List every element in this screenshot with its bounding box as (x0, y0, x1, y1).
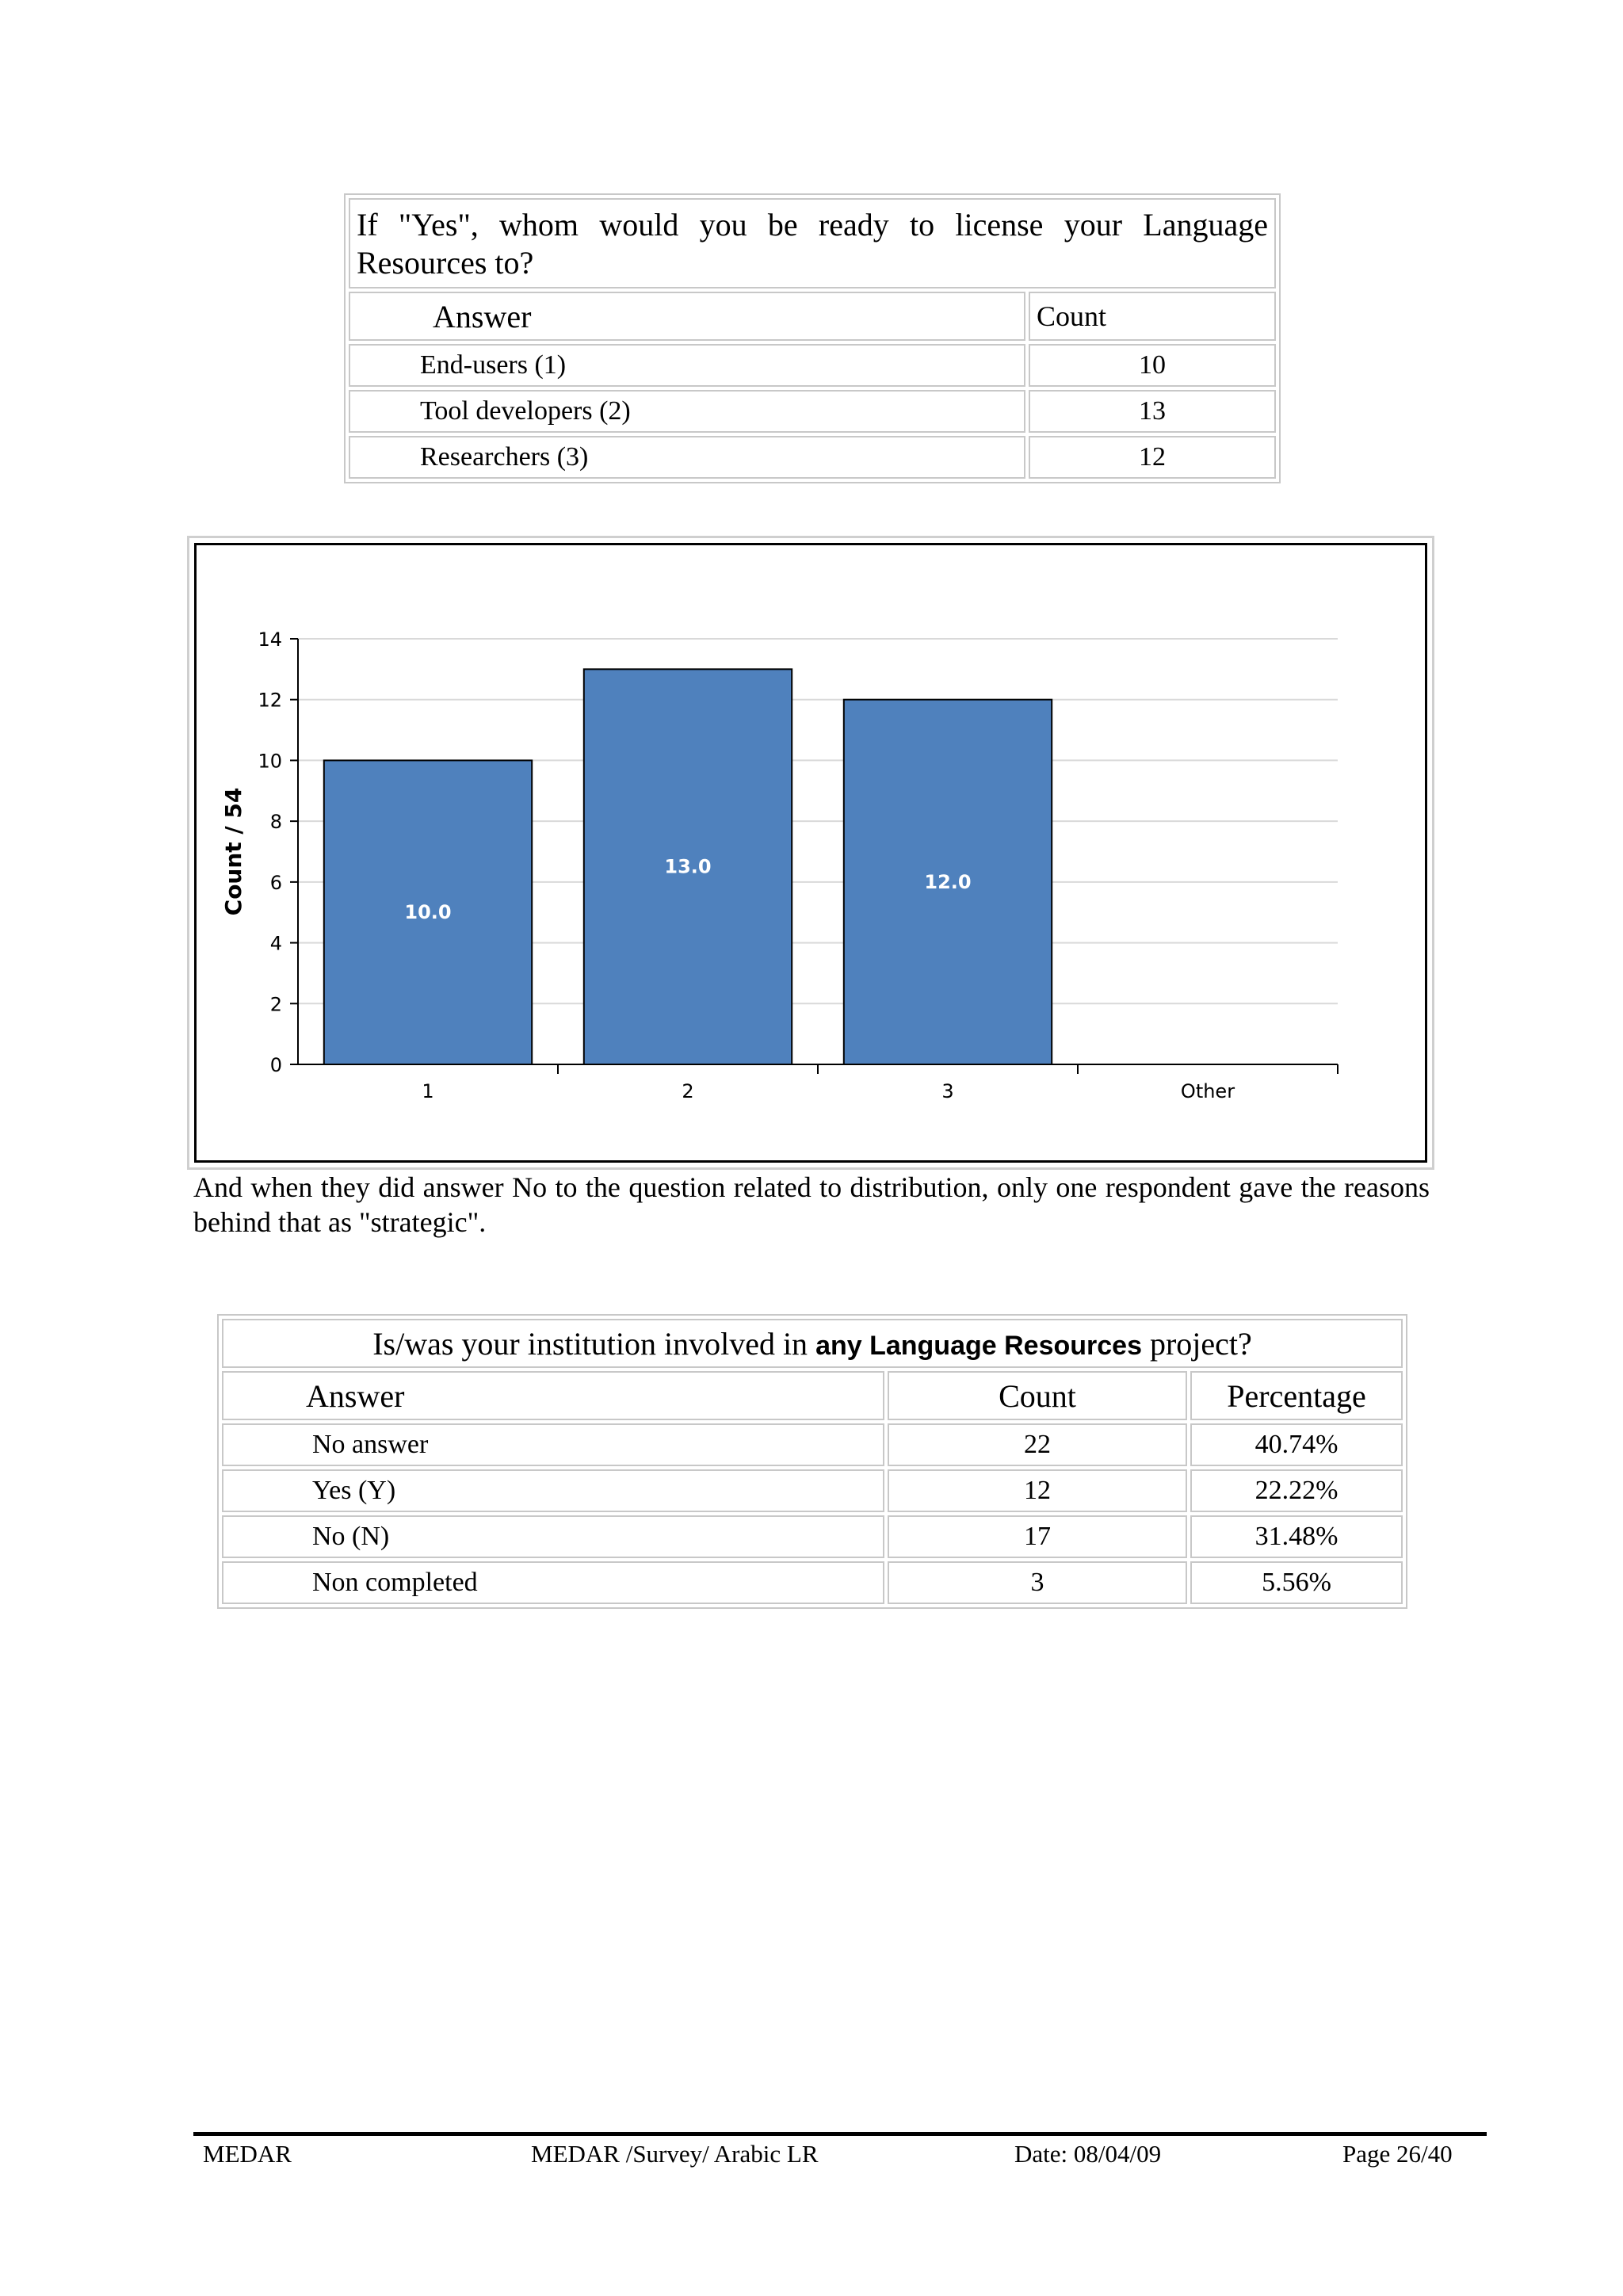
count-cell: 12 (1029, 436, 1276, 479)
answer-cell: Yes (Y) (222, 1469, 884, 1512)
involvement-table (217, 1314, 1407, 1609)
table-row (349, 436, 1276, 479)
count-header: Count (1029, 292, 1276, 341)
answer-cell: End-users (1) (349, 344, 1025, 387)
table-row (349, 344, 1276, 387)
bar-chart (197, 545, 1430, 1165)
footer-rule (193, 2132, 1487, 2136)
percentage-header: Percentage (1190, 1371, 1403, 1420)
footer-doc-title: MEDAR /Survey/ Arabic LR (531, 2140, 819, 2168)
y-tick-label: 4 (269, 932, 282, 955)
table-row (349, 390, 1276, 433)
count-cell: 3 (888, 1561, 1187, 1604)
y-tick-label: 2 (269, 993, 282, 1016)
footer-page-number: Page 26/40 (1342, 2140, 1453, 2168)
percentage-cell: 31.48% (1190, 1515, 1403, 1558)
count-cell: 10 (1029, 344, 1276, 387)
y-tick-label: 10 (258, 750, 282, 773)
footer-date: Date: 08/04/09 (1014, 2140, 1162, 2168)
chart-frame (187, 536, 1434, 1170)
y-tick-label: 8 (269, 811, 282, 834)
answer-cell: Tool developers (2) (349, 390, 1025, 433)
license-table (344, 193, 1281, 483)
bar-value-label: 13.0 (664, 855, 712, 878)
answer-header: Answer (349, 292, 1025, 341)
table-row (222, 1469, 1403, 1512)
count-cell: 13 (1029, 390, 1276, 433)
question-bold: any Language Resources (815, 1330, 1142, 1361)
bar-value-label: 12.0 (924, 870, 972, 893)
bar-value-label: 10.0 (404, 901, 452, 924)
y-axis-label: Count / 54 (220, 787, 246, 916)
footer-org: MEDAR (203, 2140, 292, 2168)
count-cell: 12 (888, 1469, 1187, 1512)
answer-cell: Non completed (222, 1561, 884, 1604)
y-tick-label: 14 (258, 628, 282, 651)
question-suffix: project? (1141, 1325, 1252, 1362)
x-tick-label: 1 (422, 1080, 434, 1102)
body-paragraph: And when they did answer No to the question related to distribution, only one respondent gave the reasons behind that as "strategic". (193, 1171, 1430, 1238)
count-header: Count (888, 1371, 1187, 1420)
y-tick-label: 12 (258, 689, 282, 712)
percentage-cell: 40.74% (1190, 1423, 1403, 1466)
count-cell: 17 (888, 1515, 1187, 1558)
percentage-cell: 22.22% (1190, 1469, 1403, 1512)
x-tick-label: 3 (941, 1080, 954, 1102)
answer-header: Answer (222, 1371, 884, 1420)
chart-border (194, 543, 1427, 1163)
license-question: If "Yes", whom would you be ready to license your Language Resources to? (349, 198, 1276, 288)
table-row (222, 1515, 1403, 1558)
x-tick-label: 2 (682, 1080, 694, 1102)
x-tick-label: Other (1180, 1080, 1235, 1102)
table-row (222, 1423, 1403, 1466)
y-tick-label: 6 (269, 871, 282, 894)
table-row (222, 1561, 1403, 1604)
count-cell: 22 (888, 1423, 1187, 1466)
percentage-cell: 5.56% (1190, 1561, 1403, 1604)
y-tick-label: 0 (269, 1054, 282, 1076)
answer-cell: No (N) (222, 1515, 884, 1558)
answer-cell: No answer (222, 1423, 884, 1466)
involvement-question (222, 1319, 1403, 1368)
question-prefix: Is/was your institution involved in (372, 1325, 816, 1362)
answer-cell: Researchers (3) (349, 436, 1025, 479)
